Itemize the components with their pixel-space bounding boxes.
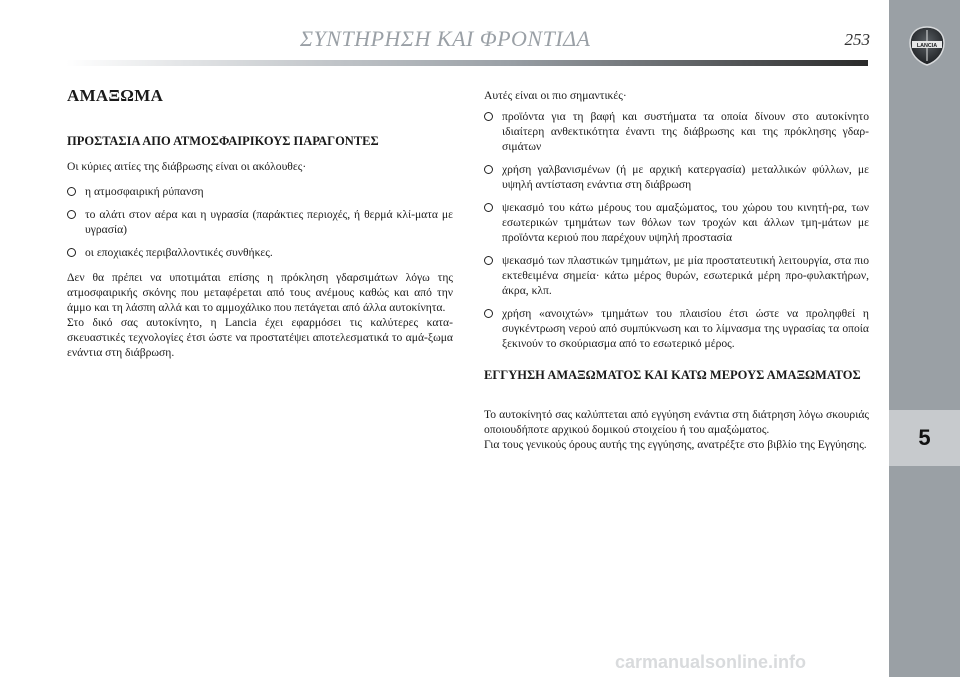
subsection-heading: ΠΡΟΣΤΑΣΙΑ ΑΠΟ ΑΤΜΟΣΦΑΙΡΙΚΟΥΣ ΠΑΡΑΓΟΝΤΕΣ xyxy=(67,134,379,148)
bullet-icon xyxy=(67,210,76,219)
page-number: 253 xyxy=(844,30,870,49)
bullet-icon xyxy=(67,248,76,257)
chapter-sidebar xyxy=(889,0,960,677)
body-paragraph: Δεν θα πρέπει να υποτιμάται επίσης η πρόκληση γδαρσιμάτων λόγω της ατμοσφαιρικής σκόνης που μεταφέρεται από τους ανέμους καθώς και από την άμμο και τη λάσπη αλλά και το αμμοχάλικο που πετάγεται από άλλα αυτοκίνητα. xyxy=(67,271,453,314)
intro-text: Οι κύριες αιτίες της διάβρωσης είναι οι ακόλουθες· xyxy=(67,160,307,173)
list-item: χρήση γαλβανισμένων (ή με αρχική κατεργασία) μεταλλικών φύλλων, με υψηλή αντίσταση ενάντια στη διάβρωση xyxy=(484,162,869,192)
header-rule xyxy=(66,60,868,66)
running-header-title: ΣΥΝΤΗΡΗΣΗ ΚΑΙ ΦΡΟΝΤΙΔΑ xyxy=(300,26,591,51)
list-item: ψεκασμό των πλαστικών τμημάτων, με μία προστατευτική λειτουργία, στα πιο εκτεθειμένα σημεία· κάτω μέρος θυρών, εσωτερικά μέρη προ-φυλακτήρων, άκρα, κλπ. xyxy=(484,253,869,298)
warranty-heading: ΕΓΓΥΗΣΗ ΑΜΑΞΩΜΑΤΟΣ ΚΑΙ ΚΑΤΩ ΜΕΡΟΥΣ ΑΜΑΞΩΜΑΤΟΣ xyxy=(484,368,861,382)
svg-text:LANCIA: LANCIA xyxy=(916,42,938,49)
protection-list xyxy=(484,109,869,351)
bullet-icon xyxy=(67,187,76,196)
body-paragraph: Στο δικό σας αυτοκίνητο, η Lancia έχει εφαρμόσει τις καλύτερες κατα-σκευαστικές τεχνολογίες έτσι ώστε να προστατέψει αποτελεσματικά το αμά-ξωμα ενάντια στη διάβρωση. xyxy=(67,316,453,359)
watermark: carmanualsonline.info xyxy=(615,652,807,672)
body-paragraph: Για τους γενικούς όρους αυτής της εγγύησης, ανατρέξτε στο βιβλίο της Εγγύησης. xyxy=(484,438,867,451)
bullet-icon xyxy=(484,165,493,174)
chapter-tab[interactable] xyxy=(889,410,960,466)
left-column xyxy=(67,88,453,370)
bullet-icon xyxy=(484,309,493,318)
list-item: ψεκασμό του κάτω μέρους του αμαξώματος, του χώρου του κινητή-ρα, των εσωτερικών τμημάτων των θόλων των τροχών και άλλων τμη-μάτων με προϊόντα κεριού που παρέχουν υψηλή προστασία xyxy=(484,200,869,245)
lancia-logo-icon xyxy=(909,26,945,66)
list-item: οι εποχιακές περιβαλλοντικές συνθήκες. xyxy=(67,245,453,260)
bullet-icon xyxy=(484,112,493,121)
bullet-icon xyxy=(484,256,493,265)
intro-text: Αυτές είναι οι πιο σημαντικές· xyxy=(484,89,627,102)
chapter-number: 5 xyxy=(918,425,931,450)
bullet-icon xyxy=(484,203,493,212)
list-item: προϊόντα για τη βαφή και συστήματα τα οποία δίνουν στο αυτοκίνητο ιδιαίτερη ανθεκτικότητα έναντι της διάβρωσης και της πρόκλησης γδαρ-σιμάτων xyxy=(484,109,869,154)
body-paragraph: Το αυτοκίνητό σας καλύπτεται από εγγύηση ενάντια στη διάτρηση λόγω σκουριάς οποιουδήποτε αρχικού δομικού στοιχείου ή του αμαξώματος. xyxy=(484,408,869,436)
list-item: το αλάτι στον αέρα και η υγρασία (παράκτιες περιοχές, ή θερμά κλί-ματα με υγρασία) xyxy=(67,207,453,237)
section-heading: ΑΜΑΞΩΜΑ xyxy=(67,86,164,105)
cause-list xyxy=(67,184,453,260)
list-item: η ατμοσφαιρική ρύπανση xyxy=(67,184,453,199)
list-item: χρήση «ανοιχτών» τμημάτων του πλαισίου έτσι ώστε να προληφθεί η συγκέντρωση νερού από συμπύκνωση και το λίμνασμα της υγρασίας τα οποία ξεκινούν το σκούριασμα από το εσωτερικό μέρος. xyxy=(484,306,869,351)
right-column xyxy=(484,88,869,462)
